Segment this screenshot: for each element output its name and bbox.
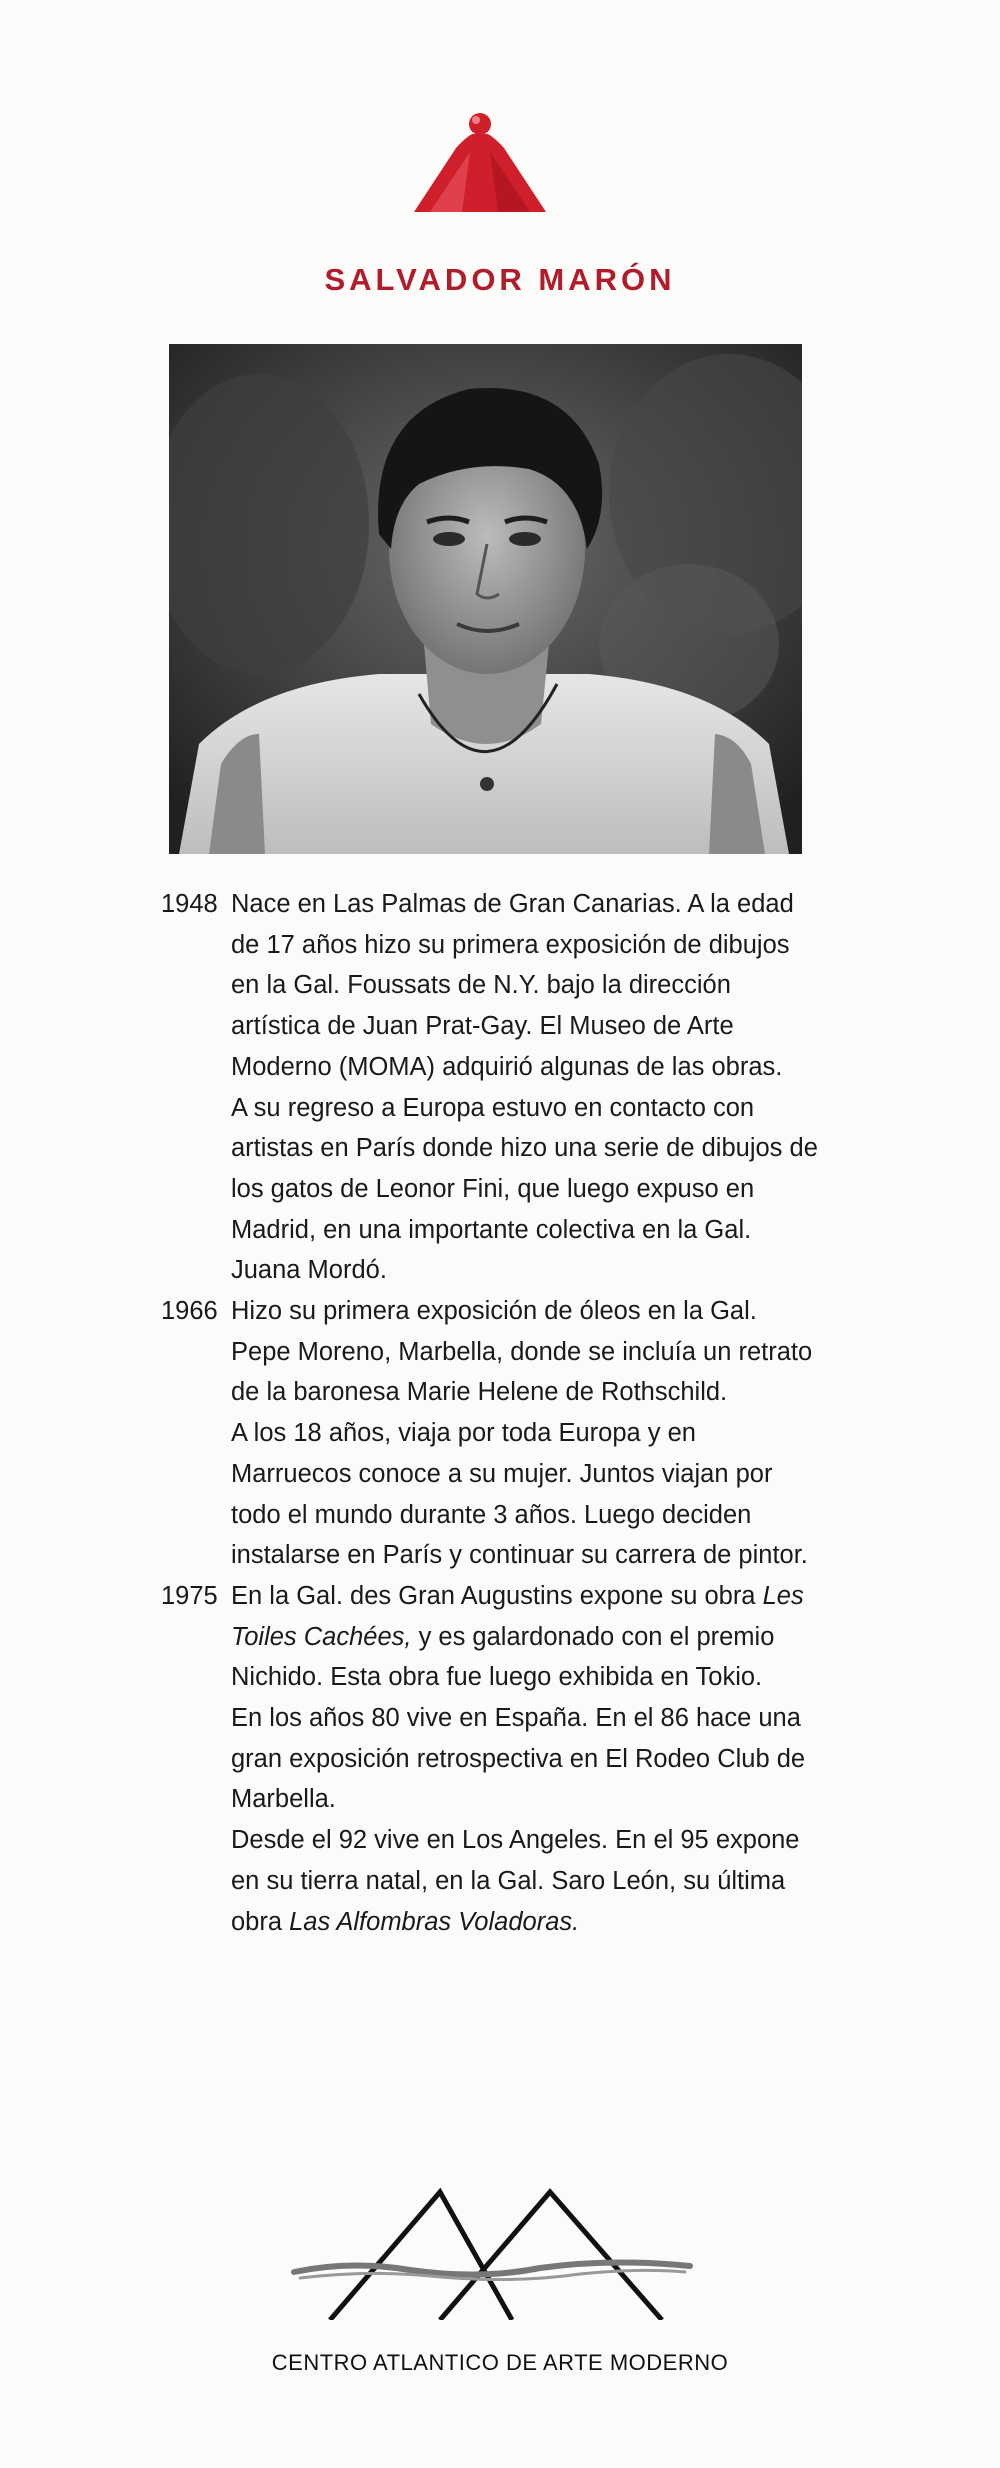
artist-portrait [169, 344, 802, 854]
artist-name: SALVADOR MARÓN [324, 262, 676, 297]
artwork-title: Las Alfombras Voladoras. [289, 1907, 580, 1936]
bio-entry-1948 [161, 884, 821, 1291]
bio-entry-1966 [161, 1291, 821, 1576]
bio-paragraph: A su regreso a Europa estuvo en contacto con artistas en París donde hizo una serie de dibujos de los gatos de Leonor Fini, que luego expuso en Madrid, en una importante colectiva en la Gal. Juana Mordó. [231, 1093, 818, 1285]
institution-name: CENTRO ATLANTICO DE ARTE MODERNO [271, 2350, 729, 2375]
bio-entry-1975 [161, 1576, 821, 1942]
bio-paragraph: Nace en Las Palmas de Gran Canarias. A la edad de 17 años hizo su primera exposición de dibujos en la Gal. Foussats de N.Y. bajo la dirección artística de Juan Prat-Gay. El Museo de Arte Moderno (MOMA) adquirió algunas de las obras. [231, 890, 794, 1081]
bio-year: 1948 [161, 890, 218, 918]
bio-paragraph: A los 18 años, viaja por toda Europa y en Marruecos conoce a su mujer. Juntos viajan por todo el mundo durante 3 años. Luego deciden instalarse en París y continuar su carrera de pintor. [231, 1419, 808, 1570]
bio-paragraph: En los años 80 vive en España. En el 86 hace una gran exposición retrospectiva en El Rodeo Club de Marbella. [231, 1704, 806, 1814]
caam-logo-icon [290, 2180, 730, 2320]
bio-paragraph: Desde el 92 vive en Los Angeles. En el 95 expone en su tierra natal, en la Gal. Saro León, su última obra Las Alfombras Voladoras. [231, 1826, 800, 1936]
bio-paragraph: Hizo su primera exposición de óleos en la Gal. Pepe Moreno, Marbella, donde se incluía un retrato de la baronesa Marie Helene de Rothschild. [231, 1297, 813, 1407]
artwork-title: Les Toiles Cachées, [231, 1581, 804, 1651]
cone-logo-icon [400, 108, 560, 214]
bio-year: 1966 [161, 1297, 218, 1326]
bio-paragraph: En la Gal. des Gran Augustins expone su obra Les Toiles Cachées, y es galardonado con el premio Nichido. Esta obra fue luego exhibida en Tokio. [231, 1581, 804, 1692]
bio-year: 1975 [161, 1581, 218, 1610]
biography [161, 884, 821, 1942]
